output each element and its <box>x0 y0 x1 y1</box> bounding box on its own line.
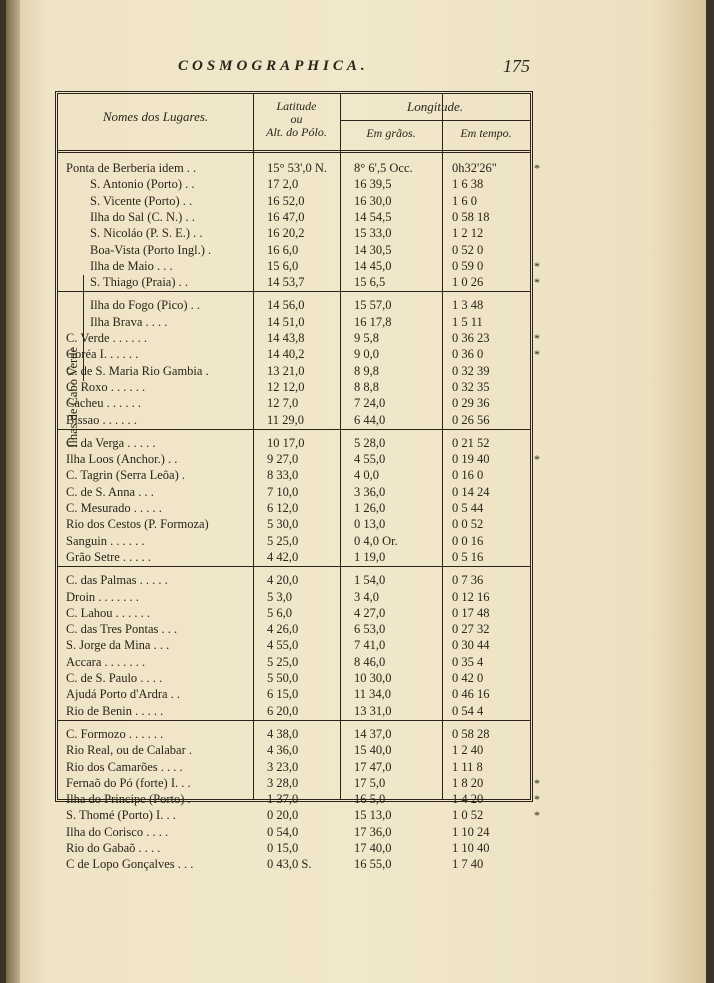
table-row <box>58 395 530 413</box>
longitude-time: 0 14 24 <box>452 484 490 499</box>
latitude-value: 9 27,0 <box>267 452 299 467</box>
longitude-time: 1 6 0 <box>452 193 477 208</box>
latitude-value: 16 52,0 <box>267 193 305 208</box>
table-row <box>58 840 530 858</box>
place-name: C. Formozo . . . . . . <box>66 726 164 741</box>
place-name: C de Lopo Gonçalves . . . <box>66 857 194 872</box>
longitude-degrees: 8 46,0 <box>354 654 386 669</box>
latitude-value: 7 10,0 <box>267 484 299 499</box>
longitude-degrees: 16 30,0 <box>354 193 392 208</box>
longitude-degrees: 16 39,5 <box>354 177 392 192</box>
latitude-value: 12 12,0 <box>267 379 305 394</box>
place-name: Goréa I. . . . . . <box>66 347 139 362</box>
longitude-time: 0 59 0 <box>452 258 484 273</box>
place-name: C. de S. Anna . . . <box>66 484 154 499</box>
latitude-value: 0 43,0 S. <box>267 857 312 872</box>
table-row <box>58 412 530 430</box>
table-row <box>58 274 540 292</box>
latitude-value: 4 36,0 <box>267 743 299 758</box>
latitude-value: 13 21,0 <box>267 363 305 378</box>
longitude-time: 0 46 16 <box>452 687 490 702</box>
longitude-time: 0 7 36 <box>452 573 484 588</box>
longitude-time: 1 3 48 <box>452 298 484 313</box>
latitude-value: 5 3,0 <box>267 589 292 604</box>
longitude-degrees: 17 47,0 <box>354 759 392 774</box>
longitude-time: 1 2 40 <box>452 743 484 758</box>
longitude-time: 0 52 0 <box>452 242 484 257</box>
place-name: Bissao . . . . . . <box>66 412 137 427</box>
longitude-time: 0 16 0 <box>452 468 484 483</box>
place-name: Boa-Vista (Porto Ingl.) . <box>90 242 212 257</box>
place-name: S. Nicoláo (P. S. E.) . . <box>90 226 203 241</box>
table-row <box>58 435 530 453</box>
longitude-time: 1 10 40 <box>452 841 490 855</box>
table-row <box>58 572 530 590</box>
marker-star: * <box>534 258 540 273</box>
page-header <box>6 58 706 82</box>
longitude-degrees: 6 53,0 <box>354 622 386 637</box>
marker-star: * <box>534 161 540 175</box>
header-latitude-line2: ou <box>290 112 303 126</box>
longitude-time: 0 32 39 <box>452 363 490 378</box>
longitude-degrees: 1 19,0 <box>354 549 386 564</box>
longitude-degrees: 15 6,5 <box>354 275 386 290</box>
place-name: S. Vicente (Porto) . . <box>90 193 193 208</box>
place-name: Ilha do Sal (C. N.) . . <box>90 209 195 224</box>
longitude-time: 0 21 52 <box>452 435 490 450</box>
book-page <box>6 0 706 983</box>
latitude-value: 14 53,7 <box>267 275 305 290</box>
longitude-degrees: 8 9,8 <box>354 363 379 378</box>
latitude-value: 5 50,0 <box>267 671 299 685</box>
longitude-degrees: 1 26,0 <box>354 501 386 515</box>
place-name: C. Tagrin (Serra Leôa) . <box>66 468 185 483</box>
latitude-value: 14 40,2 <box>267 347 305 362</box>
longitude-degrees: 7 41,0 <box>354 638 386 653</box>
latitude-value: 4 55,0 <box>267 638 299 653</box>
place-name: Grão Setre . . . . . <box>66 549 152 564</box>
longitude-degrees: 1 54,0 <box>354 573 386 588</box>
table-row <box>58 258 540 276</box>
longitude-degrees: 8 8,8 <box>354 379 379 394</box>
longitude-degrees: 3 4,0 <box>354 589 379 604</box>
longitude-degrees: 14 37,0 <box>354 726 392 741</box>
table-row <box>58 516 530 534</box>
table-row <box>58 176 530 194</box>
longitude-rule <box>340 120 530 121</box>
latitude-value: 11 29,0 <box>267 412 305 427</box>
table-row <box>58 363 530 381</box>
place-name: S. Jorge da Mina . . . <box>66 638 170 653</box>
longitude-time: 0 27 32 <box>452 622 490 637</box>
table-row <box>58 297 530 315</box>
longitude-time: 0 35 4 <box>452 654 484 669</box>
longitude-time: 0 58 28 <box>452 726 490 741</box>
longitude-degrees: 10 30,0 <box>354 671 392 685</box>
longitude-time: 1 0 52 <box>452 808 484 823</box>
table-row <box>58 637 530 655</box>
longitude-degrees: 13 31,0 <box>354 703 392 718</box>
longitude-degrees: 6 44,0 <box>354 412 386 427</box>
latitude-value: 16 6,0 <box>267 242 299 257</box>
longitude-time: 0h32'26" <box>452 161 497 175</box>
latitude-value: 0 15,0 <box>267 841 299 855</box>
place-name: C. da Verga . . . . . <box>66 435 156 450</box>
running-title: COSMOGRAPHICA. <box>178 58 369 74</box>
place-name: Ilha do Fogo (Pico) . . <box>90 298 201 313</box>
latitude-value: 15 6,0 <box>267 258 299 273</box>
header-latitude <box>253 100 340 139</box>
section-separator <box>58 291 530 292</box>
marker-star: * <box>534 792 540 807</box>
longitude-time: 0 5 16 <box>452 549 484 564</box>
longitude-degrees: 17 36,0 <box>354 824 392 839</box>
place-name: Rio dos Camarões . . . . <box>66 759 183 774</box>
longitude-time: 1 6 38 <box>452 177 484 192</box>
place-name: Ilha do Corisco . . . . <box>66 824 169 839</box>
longitude-time: 0 29 36 <box>452 396 490 411</box>
marker-star: * <box>534 347 540 362</box>
place-name: C. Mesurado . . . . . <box>66 501 162 515</box>
place-name: Ponta de Berberia idem . . <box>66 161 197 175</box>
latitude-value: 5 30,0 <box>267 517 299 532</box>
latitude-value: 15° 53',0 N. <box>267 161 328 175</box>
longitude-degrees: 14 30,5 <box>354 242 392 257</box>
table-row <box>58 726 530 744</box>
place-name: C. das Palmas . . . . . <box>66 573 168 588</box>
table-row <box>58 160 540 178</box>
longitude-degrees: 0 13,0 <box>354 517 386 532</box>
latitude-value: 5 25,0 <box>267 654 299 669</box>
longitude-degrees: 8° 6',5 Occ. <box>354 161 413 175</box>
table-row <box>58 621 530 639</box>
longitude-time: 1 8 20 <box>452 775 484 790</box>
latitude-value: 1 37,0 <box>267 792 299 807</box>
latitude-value: 5 25,0 <box>267 533 299 548</box>
longitude-time: 0 5 44 <box>452 501 484 515</box>
table-header <box>58 94 530 153</box>
table-row <box>58 379 530 397</box>
place-name: Cacheu . . . . . . <box>66 396 141 411</box>
place-name: C. de S. Paulo . . . . <box>66 671 163 685</box>
longitude-degrees: 11 34,0 <box>354 687 392 702</box>
group-label-cabo-verde: Ilhas de Cabo Verde <box>66 347 80 448</box>
table-row <box>58 314 530 332</box>
longitude-time: 0 17 48 <box>452 605 490 620</box>
place-name: Rio do Gabaõ . . . . <box>66 841 161 855</box>
longitude-degrees: 14 54,5 <box>354 209 392 224</box>
place-name: Droin . . . . . . . <box>66 589 139 604</box>
table-row <box>58 742 530 760</box>
latitude-value: 4 38,0 <box>267 726 299 741</box>
longitude-degrees: 9 0,0 <box>354 347 379 362</box>
longitude-time: 1 7 40 <box>452 857 484 872</box>
latitude-value: 4 20,0 <box>267 573 299 588</box>
latitude-value: 0 54,0 <box>267 824 299 839</box>
place-name: C. Roxo . . . . . . <box>66 379 146 394</box>
latitude-value: 10 17,0 <box>267 435 305 450</box>
place-name: Sanguin . . . . . . <box>66 533 145 548</box>
longitude-degrees: 3 36,0 <box>354 484 386 499</box>
longitude-time: 1 10 24 <box>452 824 490 839</box>
longitude-degrees: 15 40,0 <box>354 743 392 758</box>
header-longitude: Longitude. <box>407 99 463 114</box>
place-name: Ilha Brava . . . . <box>90 314 168 329</box>
latitude-value: 5 6,0 <box>267 605 292 620</box>
table-row <box>58 549 530 567</box>
place-name: S. Thomé (Porto) I. . . <box>66 808 176 823</box>
table-row <box>58 670 530 688</box>
table-row <box>58 686 530 704</box>
page-gutter <box>6 0 20 983</box>
table-row <box>58 589 530 607</box>
latitude-value: 14 43,8 <box>267 331 305 345</box>
marker-star: * <box>534 808 540 823</box>
longitude-degrees: 16 17,8 <box>354 314 392 329</box>
longitude-degrees: 4 0,0 <box>354 468 379 483</box>
longitude-degrees: 16 5,0 <box>354 792 386 807</box>
section-separator <box>58 566 530 567</box>
header-em-tempo: Em tempo. <box>460 126 512 140</box>
table-row <box>58 759 530 777</box>
header-names: Nomes dos Lugares. <box>102 109 209 124</box>
latitude-value: 12 7,0 <box>267 396 299 411</box>
longitude-degrees: 16 55,0 <box>354 857 392 872</box>
latitude-value: 14 56,0 <box>267 298 305 313</box>
longitude-degrees: 0 4,0 Or. <box>354 533 398 548</box>
latitude-value: 6 15,0 <box>267 687 299 702</box>
longitude-time: 0 58 18 <box>452 209 490 224</box>
longitude-time: 1 5 11 <box>452 314 483 329</box>
latitude-value: 8 33,0 <box>267 468 299 483</box>
longitude-degrees: 14 45,0 <box>354 258 392 273</box>
table-row <box>58 807 540 825</box>
longitude-time: 0 26 56 <box>452 412 490 427</box>
latitude-value: 4 26,0 <box>267 622 299 637</box>
longitude-degrees: 9 5,8 <box>354 331 379 345</box>
table-row <box>58 703 530 721</box>
longitude-time: 0 54 4 <box>452 703 484 718</box>
section-separator <box>58 720 530 721</box>
coordinates-table <box>55 91 540 872</box>
latitude-value: 0 20,0 <box>267 808 299 823</box>
place-name: Ajudá Porto d'Ardra . . <box>66 687 181 702</box>
table-row <box>58 225 530 243</box>
longitude-time: 0 32 35 <box>452 379 490 394</box>
longitude-time: 0 0 52 <box>452 517 484 532</box>
place-name: Ilha Loos (Anchor.) . . <box>66 452 178 467</box>
marker-star: * <box>534 275 540 290</box>
longitude-degrees: 17 5,0 <box>354 775 386 790</box>
longitude-degrees: 15 33,0 <box>354 226 392 241</box>
table-row <box>58 824 530 842</box>
table-row <box>58 500 530 518</box>
latitude-value: 6 20,0 <box>267 703 299 718</box>
table-row <box>58 467 530 485</box>
place-name: Accara . . . . . . . <box>66 654 146 669</box>
latitude-value: 4 42,0 <box>267 549 299 564</box>
place-name: Ilha de Maio . . . <box>90 258 173 273</box>
longitude-degrees: 4 27,0 <box>354 605 386 620</box>
header-em-graos: Em grãos. <box>366 126 416 140</box>
latitude-value: 14 51,0 <box>267 314 305 329</box>
latitude-value: 3 23,0 <box>267 759 299 774</box>
marker-star: * <box>534 331 540 345</box>
longitude-degrees: 5 28,0 <box>354 435 386 450</box>
latitude-value: 6 12,0 <box>267 501 299 515</box>
table-row <box>58 533 530 551</box>
longitude-time: 0 19 40 <box>452 452 490 467</box>
latitude-value: 17 2,0 <box>267 177 299 192</box>
page-number: 175 <box>503 56 530 76</box>
place-name: C. Verde . . . . . . <box>66 331 148 345</box>
place-name: C. de S. Maria Rio Gambia . <box>66 363 209 378</box>
header-latitude-line3: Alt. do Pólo. <box>266 125 327 139</box>
longitude-time: 0 36 0 <box>452 347 484 362</box>
table-row <box>58 346 540 364</box>
latitude-value: 16 20,2 <box>267 226 305 241</box>
table-row <box>58 654 530 672</box>
table-row <box>58 209 530 227</box>
place-name: Rio dos Cestos (P. Formoza) <box>66 517 209 532</box>
longitude-time: 0 42 0 <box>452 671 484 685</box>
longitude-time: 1 0 26 <box>452 275 484 290</box>
longitude-time: 1 4 20 <box>452 792 484 807</box>
table-row <box>58 856 530 874</box>
longitude-degrees: 15 57,0 <box>354 298 392 313</box>
table-row <box>58 791 540 809</box>
latitude-value: 16 47,0 <box>267 209 305 224</box>
longitude-degrees: 15 13,0 <box>354 808 392 823</box>
longitude-degrees: 7 24,0 <box>354 396 386 411</box>
longitude-time: 0 12 16 <box>452 589 490 604</box>
section-separator <box>58 429 530 430</box>
place-name: Ilha do Principe (Porto) . <box>66 792 191 807</box>
table-row <box>58 330 540 348</box>
place-name: Rio Real, ou de Calabar . <box>66 743 193 758</box>
longitude-degrees: 17 40,0 <box>354 841 392 855</box>
place-name: S. Thiago (Praia) . . <box>90 275 189 290</box>
table-row <box>58 605 530 623</box>
place-name: Fernaõ do Pó (forte) I. . . <box>66 775 191 790</box>
longitude-time: 0 36 23 <box>452 331 490 345</box>
marker-star: * <box>534 452 540 467</box>
marker-star: * <box>534 775 540 790</box>
place-name: Rio de Benin . . . . . <box>66 703 164 718</box>
place-name: C. das Tres Pontas . . . <box>66 622 178 637</box>
table-row <box>58 775 540 793</box>
longitude-time: 0 0 16 <box>452 533 484 548</box>
table-row <box>58 484 530 502</box>
header-latitude-line1: Latitude <box>276 99 317 113</box>
longitude-time: 1 2 12 <box>452 226 484 241</box>
table-row <box>58 193 530 211</box>
longitude-degrees: 4 55,0 <box>354 452 386 467</box>
longitude-time: 1 11 8 <box>452 759 483 774</box>
table-row <box>58 451 540 469</box>
latitude-value: 3 28,0 <box>267 775 299 790</box>
place-name: S. Antonio (Porto) . . <box>90 177 195 192</box>
table-row <box>58 242 530 260</box>
place-name: C. Lahou . . . . . . <box>66 605 151 620</box>
longitude-time: 0 30 44 <box>452 638 490 653</box>
